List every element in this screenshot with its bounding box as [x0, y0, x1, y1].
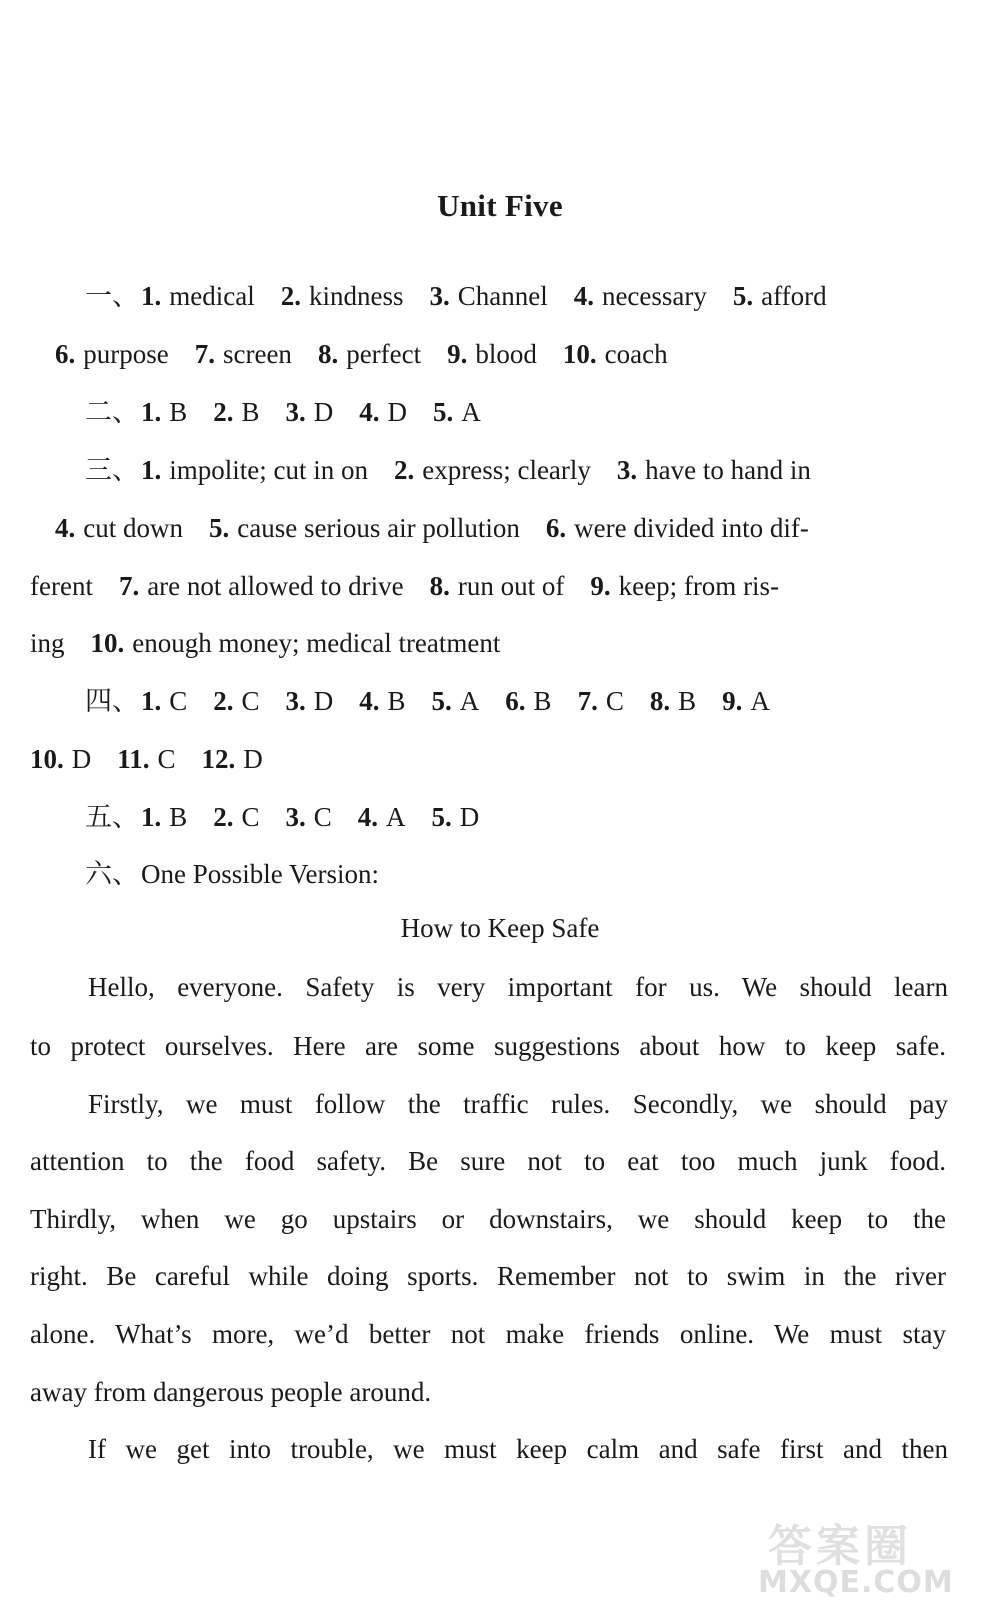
answer-item: C — [241, 802, 260, 832]
answer-item: A — [750, 686, 770, 716]
essay-line: to protect ourselves. Here are some suggestions about how to keep safe. — [30, 1031, 946, 1061]
answer-item: D — [243, 744, 263, 774]
section6-intro: One Possible Version: — [141, 859, 380, 889]
answer-item: D — [313, 686, 334, 716]
section6-label: 六、 — [85, 859, 139, 889]
answer-item: were divided into dif- — [574, 513, 809, 543]
answer-item: D — [459, 802, 480, 832]
section3-line4: ing 10. enough money; medical treatment — [30, 628, 501, 658]
essay-line: Hello, everyone. Safety is very important for us. We should learn — [88, 972, 948, 1002]
answer-item-continued: ferent — [30, 571, 93, 601]
answer-item: impolite; cut in on — [169, 455, 368, 485]
watermark-bottom-text: MXQE.COM — [758, 1565, 954, 1600]
section1-label: 一、 — [85, 281, 139, 311]
section4-line1: 四、1. C 2. C 3. D 4. B 5. A 6. B 7. C 8. B 9. A — [85, 686, 770, 716]
answer-item: C — [313, 802, 332, 832]
answer-item: purpose — [83, 339, 169, 369]
answer-item: C — [157, 744, 176, 774]
essay-line: Firstly, we must follow the traffic rules. Secondly, we should pay — [88, 1089, 948, 1119]
answer-item: run out of — [457, 571, 565, 601]
answer-item: kindness — [308, 281, 404, 311]
answer-item: B — [533, 686, 552, 716]
essay-line: away from dangerous people around. — [30, 1377, 432, 1407]
essay-line: Thirdly, when we go upstairs or downstairs, we should keep to the — [30, 1204, 946, 1234]
unit-title: Unit Five — [437, 188, 563, 223]
section4-line2: 10. D 11. C 12. D — [30, 744, 263, 774]
answer-item: are not allowed to drive — [147, 571, 404, 601]
answer-item: Channel — [457, 281, 548, 311]
answer-item: C — [605, 686, 624, 716]
answer-item: screen — [222, 339, 292, 369]
answer-item: B — [169, 802, 188, 832]
section3-line1: 三、1. impolite; cut in on 2. express; clearly 3. have to hand in — [85, 455, 811, 485]
section2-label: 二、 — [85, 397, 139, 427]
section5-label: 五、 — [85, 802, 139, 832]
answer-item-continued: ing — [30, 628, 65, 658]
answer-item: C — [169, 686, 188, 716]
answer-item: express; clearly — [422, 455, 591, 485]
answer-item: medical — [169, 281, 255, 311]
answer-item: C — [241, 686, 260, 716]
section3-line2: 4. cut down 5. cause serious air pollution 6. were divided into dif- — [55, 513, 809, 543]
answer-item: D — [313, 397, 334, 427]
section1-line1: 一、1. medical 2. kindness 3. Channel 4. necessary 5. afford — [85, 281, 827, 311]
answer-item: B — [387, 686, 406, 716]
answer-item: A — [386, 802, 406, 832]
section4-label: 四、 — [85, 686, 139, 716]
section6-line — [85, 854, 1000, 894]
answer-item: have to hand in — [645, 455, 811, 485]
section3-label: 三、 — [85, 455, 139, 485]
watermark-logo — [758, 1510, 988, 1600]
essay-title: How to Keep Safe — [400, 913, 600, 943]
answer-item: B — [678, 686, 697, 716]
answer-item: cause serious air pollution — [237, 513, 520, 543]
section1-line2: 6. purpose 7. screen 8. perfect 9. blood 10. coach — [55, 339, 668, 369]
section3-line3: ferent 7. are not allowed to drive 8. run out of 9. keep; from ris- — [30, 571, 780, 601]
answer-item: cut down — [83, 513, 183, 543]
answer-item: A — [459, 686, 480, 716]
essay-line: If we get into trouble, we must keep calm and safe first and then — [88, 1434, 948, 1464]
answer-item: necessary — [601, 281, 707, 311]
answer-item: keep; from ris- — [618, 571, 780, 601]
answer-item: perfect — [346, 339, 422, 369]
answer-item: D — [387, 397, 408, 427]
answer-item: enough money; medical treatment — [132, 628, 501, 658]
watermark-top-text: 答案圈 — [768, 1521, 912, 1572]
answer-item: B — [241, 397, 260, 427]
answer-item: coach — [604, 339, 668, 369]
section5-line: 五、1. B 2. C 3. C 4. A 5. D — [85, 802, 480, 832]
essay-line: alone. What’s more, we’d better not make friends online. We must stay — [30, 1319, 946, 1349]
section2-line: 二、1. B 2. B 3. D 4. D 5. A — [85, 397, 481, 427]
answer-item: A — [461, 397, 481, 427]
essay-line: right. Be careful while doing sports. Remember not to swim in the river — [30, 1261, 946, 1291]
essay-line: attention to the food safety. Be sure not to eat too much junk food. — [30, 1146, 946, 1176]
answer-item: D — [71, 744, 92, 774]
answer-item: blood — [475, 339, 537, 369]
answer-item: afford — [761, 281, 827, 311]
answer-item: B — [169, 397, 188, 427]
